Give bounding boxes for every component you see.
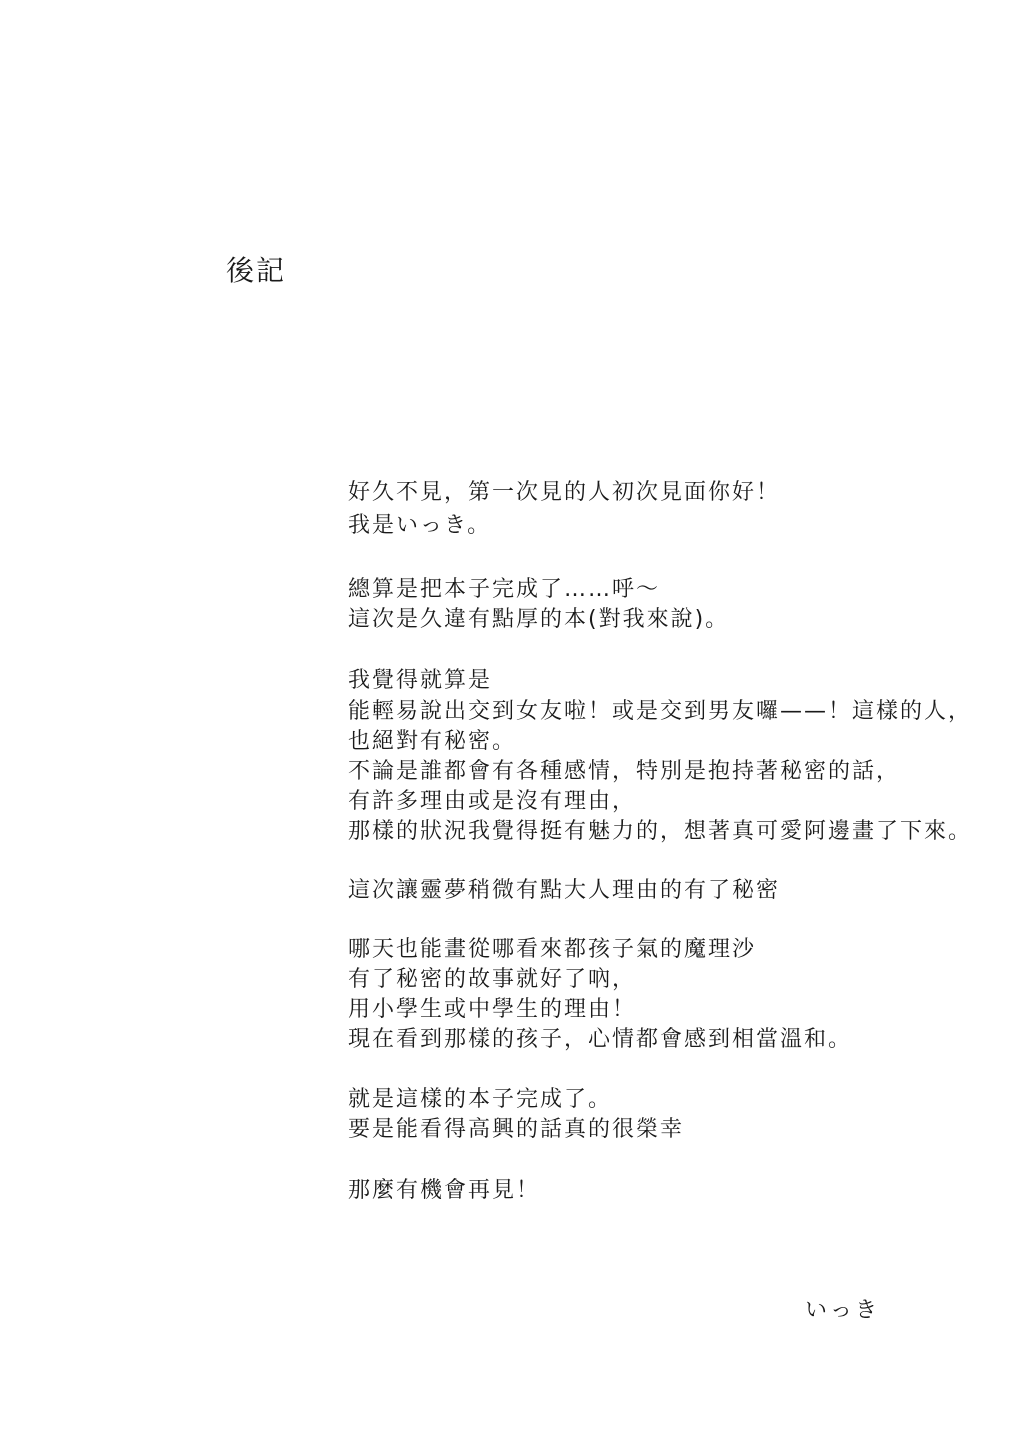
paragraph-line: 總算是把本子完成了……呼～ <box>348 577 661 602</box>
paragraph-line: 就是這樣的本子完成了。 <box>348 1087 613 1112</box>
paragraph-line: 我覺得就算是 <box>348 668 493 693</box>
paragraph-line: 現在看到那樣的孩子，心情都會感到相當溫和。 <box>348 1027 853 1052</box>
paragraph-line: 能輕易說出交到女友啦！或是交到男友囉——！這樣的人， <box>348 699 973 724</box>
paragraph-line: 有許多理由或是沒有理由， <box>348 789 637 814</box>
paragraph-line: 用小學生或中學生的理由！ <box>348 997 637 1022</box>
paragraph-line: 這次是久違有點厚的本(對我來說)。 <box>348 607 730 632</box>
paragraph-line: 這次讓靈夢稍微有點大人理由的有了秘密 <box>348 878 781 903</box>
paragraph-line: 那樣的狀況我覺得挺有魅力的，想著真可愛阿邊畫了下來。 <box>348 819 973 844</box>
paragraph-line: 我是いっき。 <box>348 513 492 538</box>
paragraph-line: 哪天也能畫從哪看來都孩子氣的魔理沙 <box>348 937 757 962</box>
author-signature: いっき <box>805 1298 881 1323</box>
paragraph-line: 那麼有機會再見！ <box>348 1178 541 1203</box>
paragraph-line: 有了秘密的故事就好了吶， <box>348 967 637 992</box>
page-title: 後記 <box>226 254 287 287</box>
paragraph-line: 要是能看得高興的話真的很榮幸 <box>348 1117 685 1142</box>
paragraph-line: 也絕對有秘密。 <box>348 729 517 754</box>
paragraph-line: 好久不見，第一次見的人初次見面你好！ <box>348 480 781 505</box>
paragraph-line: 不論是誰都會有各種感情，特別是抱持著秘密的話， <box>348 759 901 784</box>
